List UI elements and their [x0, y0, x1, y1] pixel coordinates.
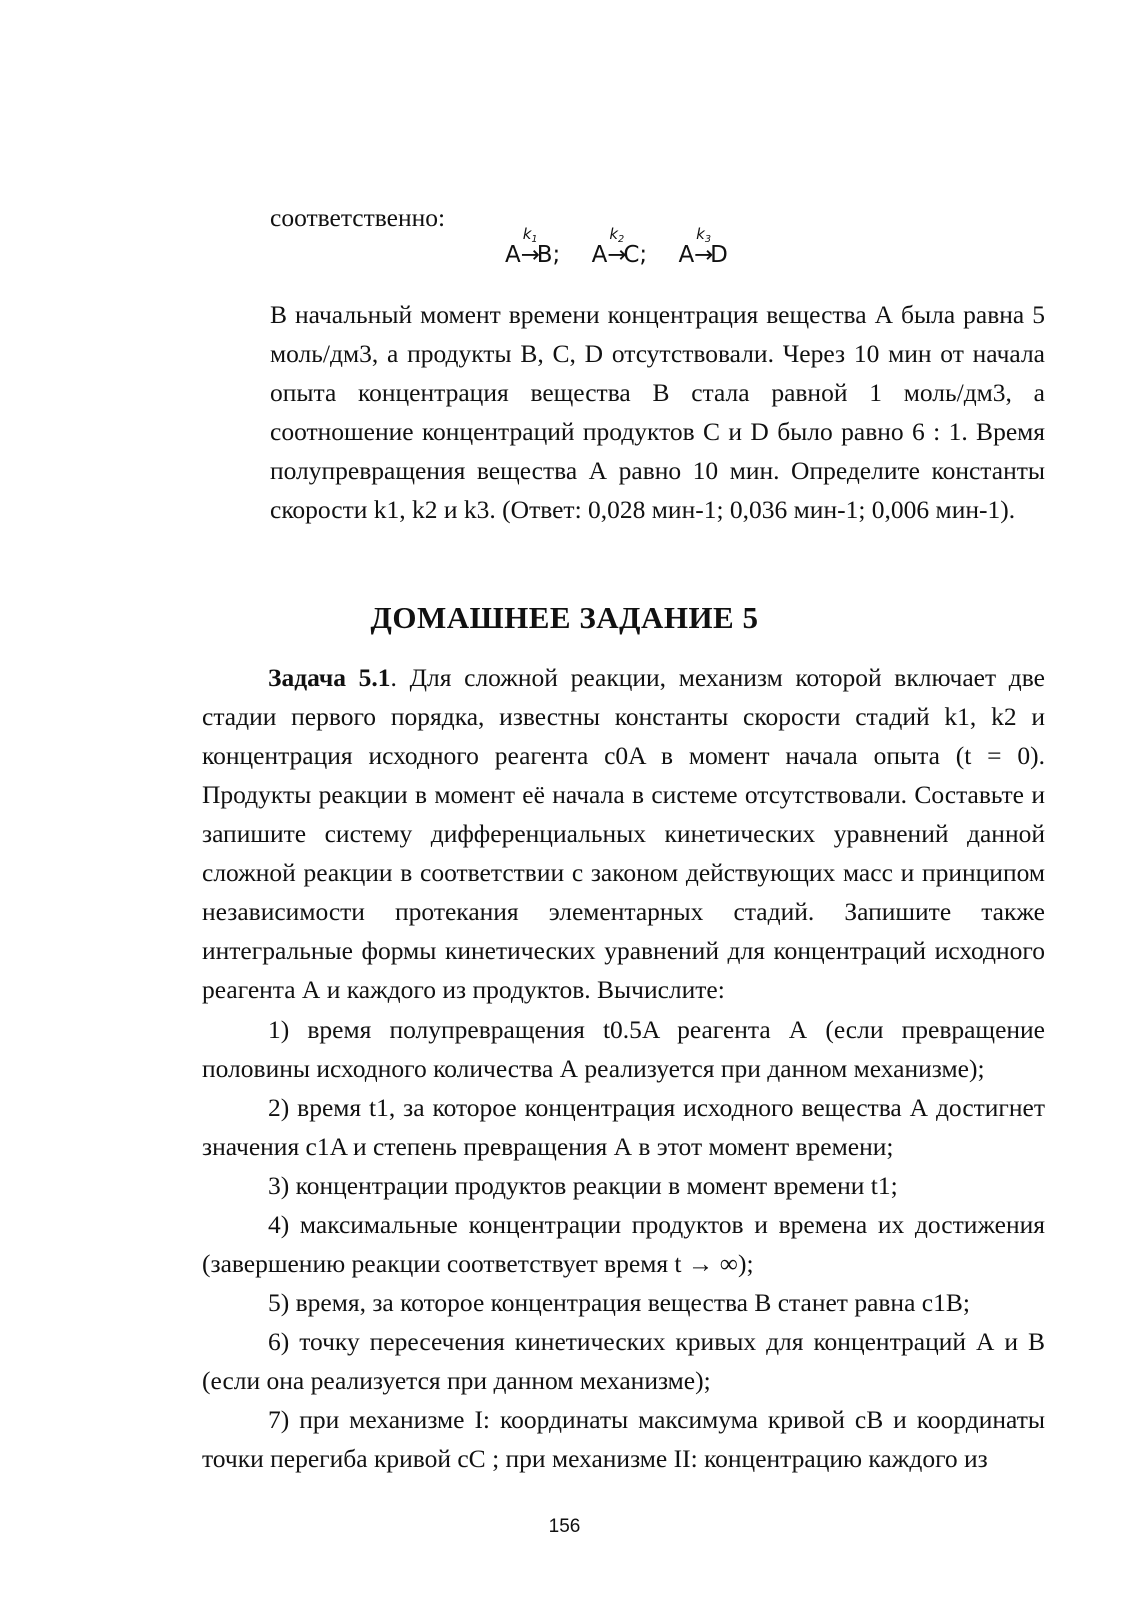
- page-number: 156: [548, 1516, 581, 1537]
- rate-constant: $k_2$: [609, 225, 625, 245]
- list-item-5: 5) время, за которое концентрация вещества В станет равна c1B;: [268, 1288, 970, 1317]
- list-item-2: 2) время t1, за которое концентрация исходного вещества А достигнет значения c1A и степень превращения А в этот момент времени;: [202, 1093, 1045, 1161]
- problem-conditions: В начальный момент времени концентрация вещества А была равна 5 моль/дм3, а продукты В, С, D отсутствовали. Через 10 мин от начала опыта концентрация вещества В стала равной 1 моль/дм3, а соотношение концентраций продуктов С и D было равно 6 : 1. Время полупревращения вещества А равно 10 мин. Определите константы скорости k1, k2 и k3. (Ответ: 0,028 мин-1; 0,036 мин-1; 0,006 мин-1).: [270, 300, 1045, 524]
- arrow-icon: → $k_3$: [694, 225, 714, 268]
- intro-text: соответственно:: [270, 203, 446, 232]
- list-item-7: 7) при механизме I: координаты максимума кривой cB и координаты точки перегиба кривой cC ; при механизме II: концентрацию каждого из: [202, 1405, 1045, 1473]
- reaction-2: [591, 225, 648, 268]
- reactant: A: [505, 242, 521, 268]
- reaction-3: [678, 225, 728, 268]
- section-heading: ДОМАШНЕЕ ЗАДАНИЕ 5: [370, 600, 759, 635]
- product: D: [710, 242, 728, 268]
- rate-constant: $k_1$: [522, 225, 538, 245]
- arrow-icon: → $k_2$: [607, 225, 627, 268]
- task-label-dot: .: [390, 663, 410, 692]
- list-item-3: 3) концентрации продуктов реакции в момент времени t1;: [268, 1171, 898, 1200]
- product: B;: [536, 242, 561, 268]
- list-item-4: 4) максимальные концентрации продуктов и времена их достижения (завершению реакции соответствует время t → ∞);: [202, 1210, 1045, 1278]
- arrow-icon: → $k_1$: [520, 225, 541, 268]
- reaction-1: [505, 225, 561, 268]
- task-label: Задача 5.1: [268, 663, 391, 692]
- product: C;: [623, 242, 648, 268]
- task-paragraph: [202, 658, 1045, 1009]
- list-item-1: 1) время полупревращения t0.5A реагента А (если превращение половины исходного количества А реализуется при данном механизме);: [202, 1015, 1045, 1083]
- list-item-6: 6) точку пересечения кинетических кривых для концентраций А и В (если она реализуется при данном механизме);: [202, 1327, 1045, 1395]
- reaction-scheme: [505, 225, 752, 284]
- task-text: Для сложной реакции, механизм которой включает две стадии первого порядка, известны константы скорости стадий k1, k2 и концентрация исходного реагента c0A в момент начала опыта (t = 0). Продукты реакции в момент её начала в системе отсутствовали. Составьте и запишите систему дифференциальных кинетических уравнений данной сложной реакции в соответствии с законом действующих масс и принципом независимости протекания элементарных стадий. Запишите также интегральные формы кинетических уравнений для концентраций исходного реагента А и каждого из продуктов. Вычислите:: [202, 663, 1045, 1004]
- rate-constant: $k_3$: [696, 225, 712, 245]
- reactant: A: [591, 242, 608, 268]
- reactant: A: [678, 242, 695, 268]
